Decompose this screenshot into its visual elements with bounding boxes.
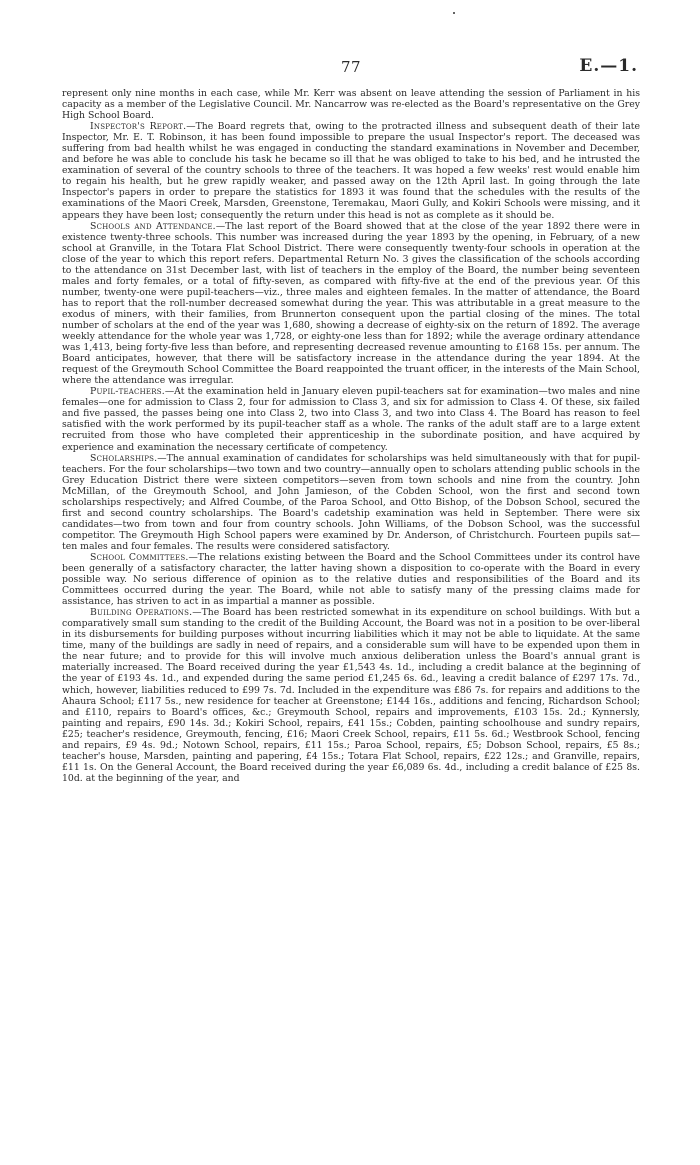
paragraph-schools-attendance — [62, 221, 640, 387]
print-speck — [453, 12, 455, 14]
paragraph-text: represent only nine months in each case, while Mr. Kerr was absent on leave attending the session of Parliament in his capacity as a member of the Legislative Council. Mr. Nancarrow was re-elected as the Board's representative on the Grey High School Board. — [62, 88, 640, 122]
paragraph-text: —The Board regrets that, owing to the protracted illness and subsequent death of their late Inspector, Mr. E. T. Robinson, it has been found impossible to prepare the usual Inspector's report. The deceased was suffering from bad health whilst he was engaged in conducting the standard examinations in November and December, and before he was able to conclude his task he became so ill that he was obliged to take to his bed, and he intrusted the examination of several of the country schools to three of the teachers. It was hoped a few weeks' rest would enable him to regain his health, but he grew rapidly weaker, and passed away on the 12th April last. In going through the late Inspector's papers in order to prepare the statistics for 1893 it was found that the schedules with the results of the examinations of the Maori Creek, Marsden, Greenstone, Teremakau, Maori Gully, and Kokiri Schools were missing, and it appears they have been lost; consequently the return under this head is not as complete as it should be. — [62, 121, 640, 221]
paragraph-text: —At the examination held in January eleven pupil-teachers sat for examination—two males and nine females—one for admission to Class 2, four for admission to Class 3, and six for admission to Class 4. Of these, six failed and five passed, the passes being one into Class 2, two into Class 3, and two into Class 4. The Board has reason to feel satisfied with the work performed by its pupil-teacher staff as a whole. The ranks of the adult staff are to a large extent recruited from those who have completed their apprenticeship in the subordinate position, and have acquired by experience and examination the necessary certificate of competency. — [62, 386, 640, 453]
section-heading: Pupil-teachers. — [90, 386, 165, 398]
series-reference: E.—1. — [579, 56, 638, 76]
paragraph-continuation — [62, 88, 640, 121]
paragraph-building-operations — [62, 607, 640, 784]
document-page — [62, 52, 640, 784]
body-text — [62, 88, 640, 784]
paragraph-text: —The annual examination of candidates for scholarships was held simultaneously with that for pupil-teachers. For the four scholarships—two town and two country—annually open to scholars attending public schools in the Grey Education District there were sixteen competitors—seven from town schools and nine from the country. John McMillan, of the Greymouth School, and John Jamieson, of the Cobden School, won the first and second town scholarships respectively; and Alfred Coumbe, of the Paroa School, and Otto Bishop, of the Dobson School, secured the first and second country scholarships. The Board's cadetship examination was held in September. There were six candidates—two from town and four from country schools. John Williams, of the Dobson School, was the successful competitor. The Greymouth High School papers were examined by Dr. Anderson, of Christchurch. Fourteen pupils sat—ten males and four females. The results were considered satisfactory. — [62, 452, 640, 552]
section-heading: Inspector's Report. — [90, 121, 187, 133]
paragraph-inspectors-report — [62, 121, 640, 220]
section-heading: School Committees. — [90, 551, 189, 563]
paragraph-text: —The relations existing between the Board and the School Committees under its control have been generally of a satisfactory character, the latter having shown a disposition to co-operate with the Board in every possible way. No serious difference of opinion as to the relative duties and responsibilities of the Board and its Committees occurred during the year. The Board, while not able to satisfy many of the pressing claims made for assistance, has striven to act in as impartial a manner as possible. — [62, 551, 640, 608]
section-heading: Scholarships. — [90, 452, 158, 464]
paragraph-text: —The last report of the Board showed that at the close of the year 1892 there were in existence twenty-three schools. This number was increased during the year 1893 by the opening, in February, of a new school at Granville, in the Totara Flat School District. There were consequently twenty-four schools in operation at the close of the year to which this report refers. Departmental Return No. 3 gives the classification of the schools according to the attendance on 31st December last, with list of teachers in the employ of the Board, the number being seventeen males and forty females, or a total of fifty-seven, as compared with fifty-five at the end of the previous year. Of this number, twenty-one were pupil-teachers—viz., three males and eighteen females. In the matter of attendance, the Board has to report that the roll-number decreased somewhat during the year. This was attributable in a great measure to the exodus of miners, with their families, from Brunnerton consequent upon the partial closing of the mines. The total number of scholars at the end of the year was 1,680, showing a decrease of eighty-six on the return of 1892. The average weekly attendance for the whole year was 1,728, or eighty-one less than for 1892; while the average ordinary attendance was 1,413, being forty-five less than before, and representing decreased revenue amounting to £168 15s. per annum. The Board anticipates, however, that there will be satisfactory increase in the attendance during the year 1894. At the request of the Greymouth School Committee the Board reappointed the truant officer, in the interests of the Main School, where the attendance was irregular. — [62, 220, 640, 387]
page-header — [62, 52, 640, 88]
page-number: 77 — [340, 58, 362, 76]
paragraph-pupil-teachers — [62, 386, 640, 452]
section-heading: Building Operations. — [90, 607, 193, 619]
section-heading: Schools and Attendance. — [90, 220, 216, 232]
paragraph-scholarships — [62, 453, 640, 552]
paragraph-school-committees — [62, 552, 640, 607]
paragraph-text: —The Board has been restricted somewhat in its expenditure on school buildings. With but a comparatively small sum standing to the credit of the Building Account, the Board was not in a position to be over-liberal in its disbursements for building purposes without incurring liabilities which it may not be able to liquidate. At the same time, many of the buildings are sadly in need of repairs, and a considerable sum will have to be expended upon them in the near future; and to provide for this will involve much anxious deliberation unless the Board's annual grant is materially increased. The Board received during the year £1,543 4s. 1d., including a credit balance at the beginning of the year of £193 4s. 1d., and expended during the same period £1,245 6s. 6d., leaving a credit balance of £297 17s. 7d., which, however, liabilities reduced to £99 7s. 7d. Included in the expenditure was £86 7s. for repairs and additions to the Ahaura School; £117 5s., new residence for teacher at Greenstone; £144 16s., additions and fencing, Richardson School; and £110, repairs to Board's offices, &c.; Greymouth School, repairs and improvements, £103 15s. 2d.; Kynnersly, painting and repairs, £90 14s. 3d.; Kokiri School, repairs, £41 15s.; Cobden, painting schoolhouse and sundry repairs, £25; teacher's residence, Greymouth, fencing, £16; Maori Creek School, repairs, £11 5s. 6d.; Westbrook School, fencing and repairs, £9 4s. 9d.; Notown School, repairs, £11 15s.; Paroa School, repairs, £5; Dobson School, repairs, £5 8s.; teacher's house, Marsden, painting and papering, £4 15s.; Totara Flat School, repairs, £22 12s.; and Granville, repairs, £11 1s. On the General Account, the Board received during the year £6,089 6s. 4d., including a credit balance of £25 8s. 10d. at the beginning of the year, and — [62, 607, 640, 784]
